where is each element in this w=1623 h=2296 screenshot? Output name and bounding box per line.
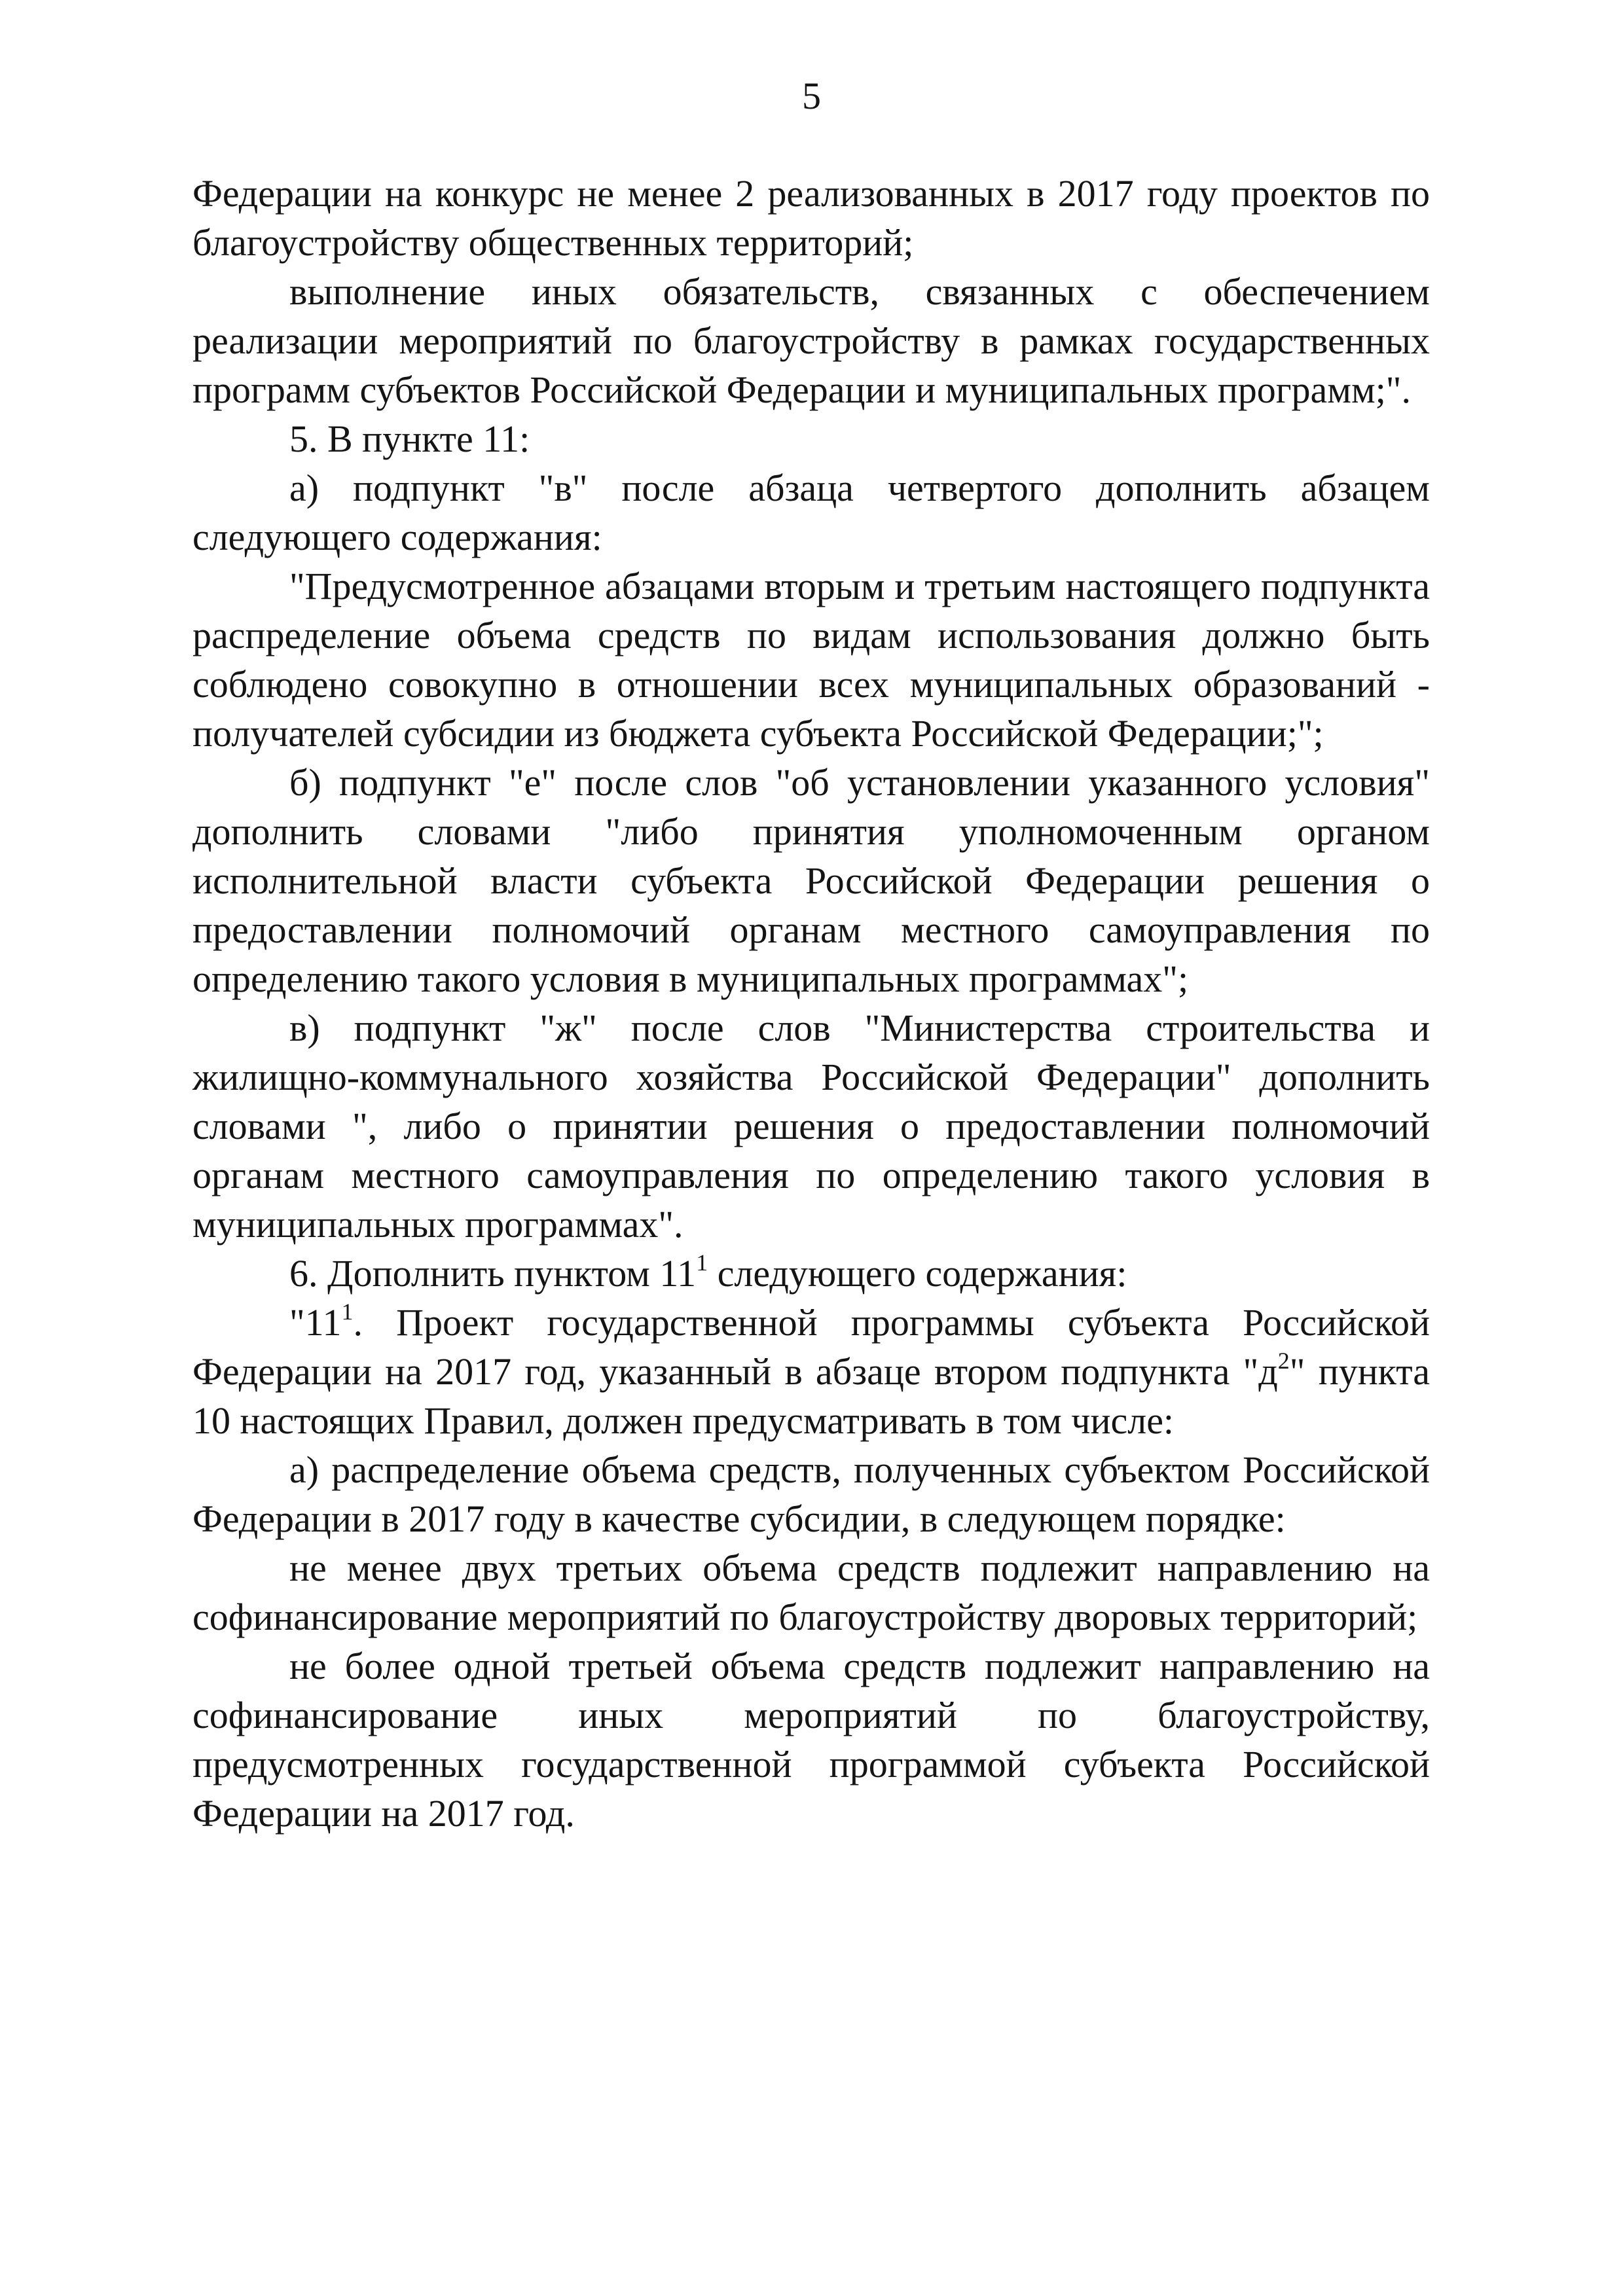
superscript-2: 2 bbox=[1277, 1348, 1290, 1374]
document-body bbox=[192, 169, 1430, 1838]
paragraph-6: б) подпункт "е" после слов "об установлении указанного условия" дополнить словами "либо принятия уполномоченным органом исполнительной власти субъекта Российской Федерации решения о предоставлении полномочий органам местного самоуправления по определению такого условия в муниципальных программах"; bbox=[192, 761, 1430, 1000]
paragraph-8-text-end: следующего содержания: bbox=[708, 1252, 1127, 1295]
paragraph-5: "Предусмотренное абзацами вторым и третьим настоящего подпункта распределение объема средств по видам использования должно быть соблюдено совокупно в отношении всех муниципальных образований - получателей субсидии из бюджета субъекта Российской Федерации;"; bbox=[192, 565, 1430, 755]
paragraph-8-text: 6. Дополнить пунктом 11 bbox=[289, 1252, 697, 1295]
paragraph-9 bbox=[192, 1298, 1430, 1445]
paragraph-10: а) распределение объема средств, полученных субъектом Российской Федерации в 2017 году в качестве субсидии, в следующем порядке: bbox=[192, 1448, 1430, 1540]
paragraph-3: 5. В пункте 11: bbox=[289, 418, 530, 460]
superscript-1: 1 bbox=[696, 1249, 708, 1276]
paragraph-9-text-3: " пункта 10 настоящих Правил, должен предусматривать в том числе: bbox=[192, 1350, 1430, 1442]
page-number: 5 bbox=[802, 75, 821, 117]
paragraph-1: Федерации на конкурс не менее 2 реализованных в 2017 году проектов по благоустройству общественных территорий; bbox=[192, 172, 1430, 264]
paragraph-7: в) подпункт "ж" после слов "Министерства строительства и жилищно-коммунального хозяйства Российской Федерации" дополнить словами ", либо о принятии решения о предоставлении полномочий органам местного самоуправления по определению такого условия в муниципальных программах". bbox=[192, 1007, 1430, 1246]
paragraph-9-text-2: . Проект государственной программы субъекта Российской Федерации на 2017 год, указанный в абзаце втором подпункта "д bbox=[192, 1301, 1430, 1393]
paragraph-11: не менее двух третьих объема средств подлежит направлению на софинансирование мероприятий по благоустройству дворовых территорий; bbox=[192, 1547, 1430, 1638]
paragraph-9-text-1: "11 bbox=[289, 1301, 342, 1344]
paragraph-2: выполнение иных обязательств, связанных с обеспечением реализации мероприятий по благоустройству в рамках государственных программ субъектов Российской Федерации и муниципальных программ;". bbox=[192, 270, 1430, 411]
paragraph-12: не более одной третьей объема средств подлежит направлению на софинансирование иных мероприятий по благоустройству, предусмотренных государственной программой субъекта Российской Федерации на 2017 год. bbox=[192, 1645, 1430, 1835]
paragraph-8 bbox=[192, 1249, 1430, 1298]
paragraph-4: а) подпункт "в" после абзаца четвертого дополнить абзацем следующего содержания: bbox=[192, 467, 1430, 558]
superscript-1: 1 bbox=[341, 1299, 354, 1325]
